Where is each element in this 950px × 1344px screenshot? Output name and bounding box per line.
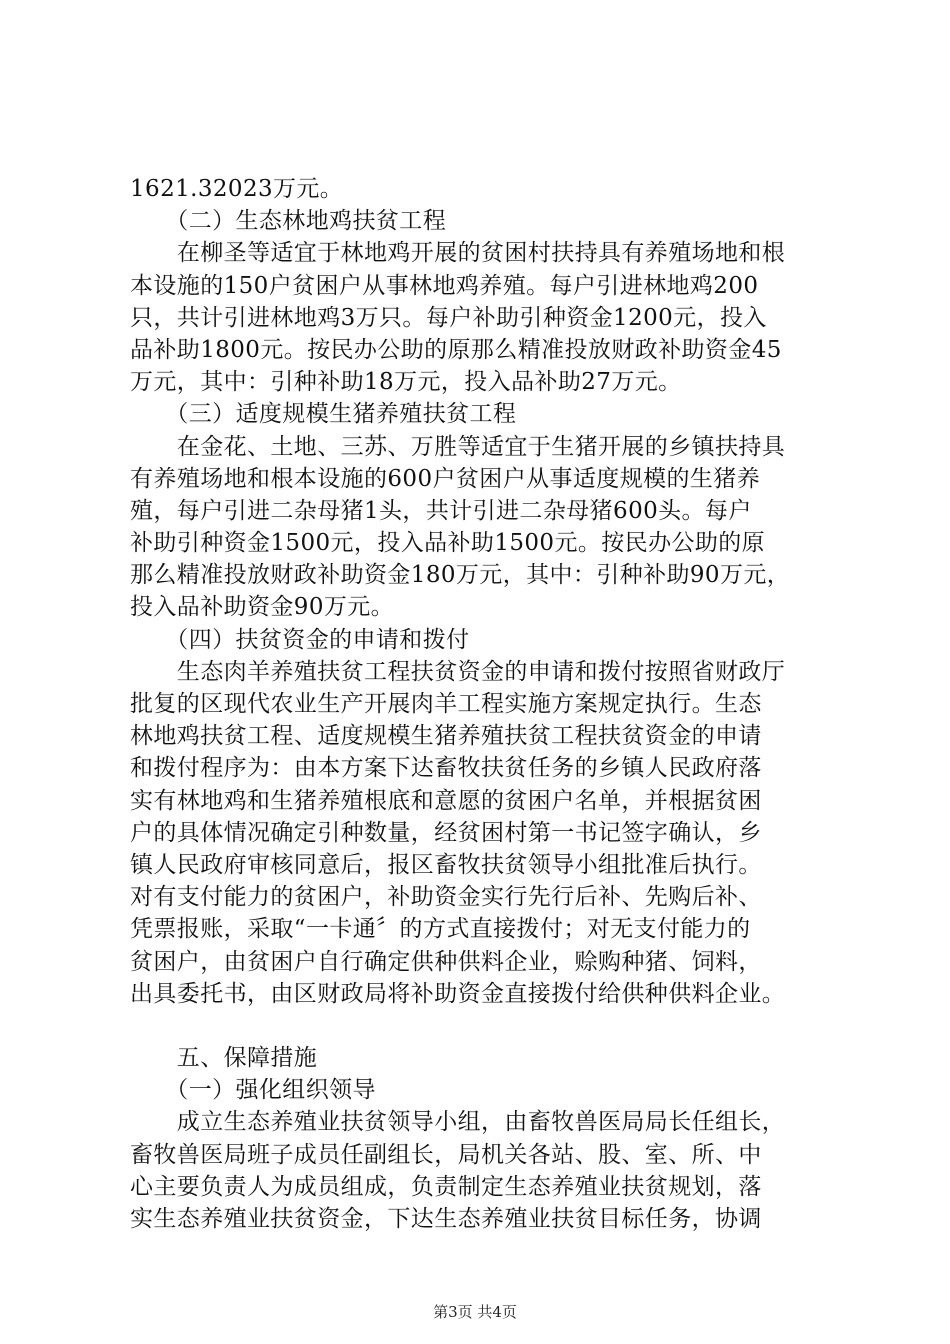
text-line: 批复的区现代农业生产开展肉羊工程实施方案规定执行。生态: [130, 691, 762, 717]
text-line: 补助引种资金1500元，投入品补助1500元。按民办公助的原: [130, 530, 766, 557]
text-line: 在柳圣等适宜于林地鸡开展的贫困村扶持具有养殖场地和根: [130, 240, 786, 267]
text-line: 只，共计引进林地鸡3万只。每户补助引种资金1200元，投入: [130, 304, 767, 331]
text-line: 实有林地鸡和生猪养殖根底和意愿的贫困户名单，并根据贫困: [130, 787, 762, 814]
section-heading: （三）适度规模生猪养殖扶贫工程: [130, 401, 517, 428]
section-heading: （二）生态林地鸡扶贫工程: [130, 208, 447, 235]
text-line: 1621.32023万元。: [130, 176, 344, 202]
blank-line: [130, 1010, 830, 1042]
text-line: 殖，每户引进二杂母猪1头，共计引进二杂母猪600头。每户: [130, 497, 752, 524]
text-line: 畜牧兽医局班子成员任副组长，局机关各站、股、室、所、中: [130, 1141, 762, 1168]
text-line: 心主要负责人为成员组成，负责制定生态养殖业扶贫规划，落: [130, 1173, 762, 1200]
document-body: [130, 173, 830, 1235]
text-line: 生态肉羊养殖扶贫工程扶贫资金的申请和拨付按照省财政厅: [130, 658, 786, 685]
text-line: 户的具体情况确定引种数量，经贫困村第一书记签字确认，乡: [130, 819, 762, 846]
text-line: 那么精准投放财政补助资金180万元，其中：引种补助90万元，: [130, 562, 791, 589]
text-line: 镇人民政府审核同意后，报区畜牧扶贫领导小组批准后执行。: [130, 851, 762, 878]
text-line: 凭票报账，采取“一卡通〞的方式直接拨付；对无支付能力的: [130, 916, 751, 943]
text-line: 品补助1800元。按民办公助的原那么精准投放财政补助资金45: [130, 336, 782, 363]
text-line: 对有支付能力的贫困户，补助资金实行先行后补、先购后补、: [130, 884, 762, 911]
text-line: 有养殖场地和根本设施的600户贫困户从事适度规模的生猪养: [130, 465, 761, 492]
text-line: 投入品补助资金90万元。: [130, 594, 395, 621]
section-heading: （一）强化组织领导: [130, 1077, 376, 1104]
page-footer: 第3页 共4页: [433, 1303, 517, 1321]
text-line: 林地鸡扶贫工程、适度规模生猪养殖扶贫工程扶贫资金的申请: [130, 723, 762, 750]
text-line: 本设施的150户贫困户从事林地鸡养殖。每户引进林地鸡200: [130, 272, 759, 299]
text-line: 出具委托书，由区财政局将补助资金直接拨付给供种供料企业。: [130, 980, 786, 1007]
section-heading: （四）扶贫资金的申请和拨付: [130, 626, 470, 653]
chapter-heading: 五、保障措施: [130, 1045, 318, 1072]
text-line: 万元，其中：引种补助18万元，投入品补助27万元。: [130, 369, 682, 396]
text-line: 实生态养殖业扶贫资金，下达生态养殖业扶贫目标任务，协调: [130, 1206, 762, 1232]
text-line: 成立生态养殖业扶贫领导小组，由畜牧兽医局局长任组长，: [130, 1109, 786, 1136]
text-line: 和拨付程序为：由本方案下达畜牧扶贫任务的乡镇人民政府落: [130, 755, 762, 782]
text-line: 贫困户，由贫困户自行确定供种供料企业，赊购种猪、饲料，: [130, 948, 762, 975]
text-line: 在金花、土地、三苏、万胜等适宜于生猪开展的乡镇扶持具: [130, 433, 786, 460]
